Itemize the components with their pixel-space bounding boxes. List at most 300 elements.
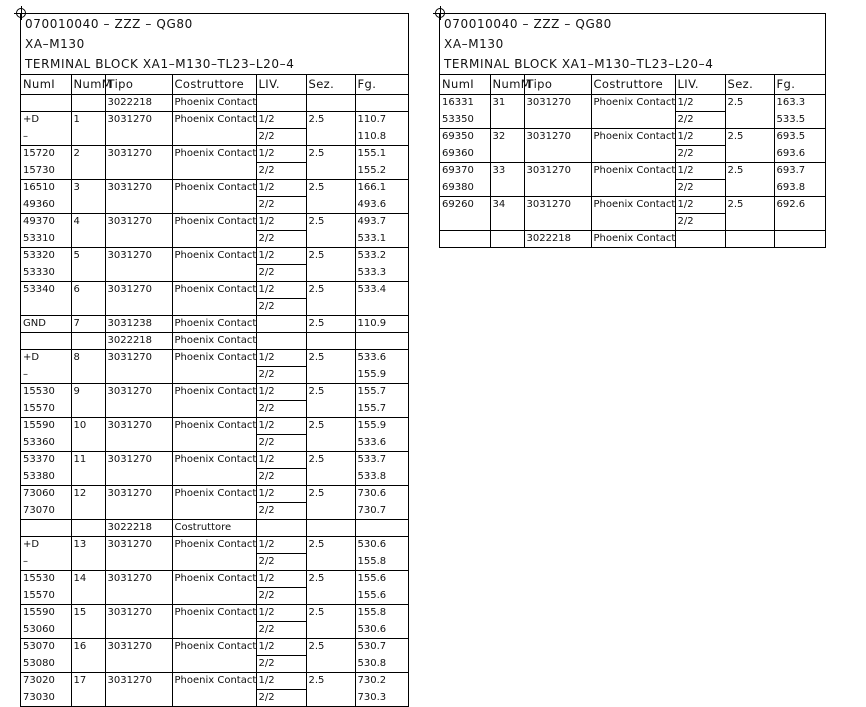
cell-costruttore: Phoenix Contact (172, 384, 256, 401)
cell-tipo: 3022218 (105, 333, 172, 350)
cell-tipo (105, 231, 172, 248)
cell-costruttore: Phoenix Contact (172, 248, 256, 265)
cell-tipo (105, 690, 172, 707)
cell-tipo (524, 146, 591, 163)
cell-sez (306, 690, 355, 707)
cell-numm (490, 180, 524, 197)
cell-numi: 15590 (21, 605, 71, 622)
cell-costruttore: Phoenix Contact (172, 639, 256, 656)
table-row-continuation (21, 656, 408, 673)
cell-tipo: 3031270 (105, 605, 172, 622)
cell-numi: 49370 (21, 214, 71, 231)
cell-liv (256, 95, 306, 112)
cell-costruttore (172, 401, 256, 418)
cell-numm (71, 469, 105, 486)
cell-sez (306, 163, 355, 180)
cell-liv: 2/2 (256, 503, 306, 520)
table-row (440, 163, 825, 180)
cell-fg: 533.3 (355, 265, 408, 282)
cell-fg: 155.7 (355, 401, 408, 418)
table-header-row (440, 75, 825, 95)
col-costruttore: Costruttore (172, 75, 256, 95)
cell-numi: +D (21, 537, 71, 554)
table-row (21, 146, 408, 163)
cell-numi: 69370 (440, 163, 490, 180)
cell-sez: 2.5 (306, 486, 355, 503)
cell-fg: 693.8 (774, 180, 825, 197)
cell-numm: 1 (71, 112, 105, 129)
cell-numm (71, 333, 105, 350)
cell-fg: 730.6 (355, 486, 408, 503)
cell-costruttore (172, 367, 256, 384)
cell-fg: 155.2 (355, 163, 408, 180)
cell-sez (306, 503, 355, 520)
cell-costruttore (172, 656, 256, 673)
cell-fg: 693.5 (774, 129, 825, 146)
cell-numi: GND (21, 316, 71, 333)
cell-tipo (105, 367, 172, 384)
table-row-continuation (21, 469, 408, 486)
cell-fg: 155.8 (355, 605, 408, 622)
cell-tipo: 3031270 (524, 95, 591, 112)
cell-sez: 2.5 (306, 282, 355, 299)
cell-liv: 1/2 (256, 452, 306, 469)
cell-numm (71, 163, 105, 180)
cell-tipo: 3031270 (105, 214, 172, 231)
table-row (21, 282, 408, 299)
cell-costruttore: Phoenix Contact (591, 197, 675, 214)
cell-costruttore (591, 146, 675, 163)
cell-liv: 1/2 (256, 282, 306, 299)
cell-liv: 1/2 (256, 605, 306, 622)
cell-costruttore: Phoenix Contact (591, 163, 675, 180)
cell-fg: 533.4 (355, 282, 408, 299)
cell-costruttore (172, 469, 256, 486)
terminal-block-title: TERMINAL BLOCK XA1–M130–TL23–L20–4 (444, 57, 714, 71)
cell-numm (71, 367, 105, 384)
table-row (21, 520, 408, 537)
cell-numi: 53070 (21, 639, 71, 656)
cell-numi: 16331 (440, 95, 490, 112)
col-numi: NumI (21, 75, 71, 95)
device-name: XA–M130 (444, 37, 504, 51)
cell-liv: 1/2 (256, 639, 306, 656)
cell-numi: 15530 (21, 571, 71, 588)
cell-costruttore: Phoenix Contact (172, 673, 256, 690)
cell-fg: 155.8 (355, 554, 408, 571)
cell-liv: 1/2 (256, 214, 306, 231)
cell-sez (306, 95, 355, 112)
cell-liv: 1/2 (256, 350, 306, 367)
cell-tipo (524, 214, 591, 231)
cell-liv: 2/2 (256, 231, 306, 248)
cell-fg: 110.9 (355, 316, 408, 333)
cell-sez (306, 299, 355, 316)
cell-liv: 1/2 (256, 418, 306, 435)
cell-numi: 53370 (21, 452, 71, 469)
cell-fg: 533.6 (355, 435, 408, 452)
cell-sez (306, 231, 355, 248)
table-row (21, 95, 408, 112)
col-sez: Sez. (725, 75, 774, 95)
cell-sez (306, 435, 355, 452)
cell-liv: 2/2 (256, 299, 306, 316)
cell-costruttore: Phoenix Contact (172, 537, 256, 554)
table-row-continuation (21, 435, 408, 452)
cell-tipo (105, 588, 172, 605)
cell-liv: 1/2 (675, 163, 725, 180)
cell-numm: 32 (490, 129, 524, 146)
table-row (440, 95, 825, 112)
table-row (21, 673, 408, 690)
cell-tipo (105, 197, 172, 214)
cell-liv (256, 316, 306, 333)
cell-costruttore (172, 163, 256, 180)
cell-numm: 4 (71, 214, 105, 231)
cell-costruttore (172, 622, 256, 639)
cell-numm: 15 (71, 605, 105, 622)
cell-numi: 69350 (440, 129, 490, 146)
cell-costruttore (172, 554, 256, 571)
cell-numi: 69260 (440, 197, 490, 214)
cell-fg: 163.3 (774, 95, 825, 112)
cell-tipo: 3031270 (105, 112, 172, 129)
cell-numm (71, 690, 105, 707)
cell-sez (306, 656, 355, 673)
col-numi: NumI (440, 75, 490, 95)
cell-liv: 2/2 (256, 554, 306, 571)
cell-costruttore: Phoenix Contact (172, 486, 256, 503)
cell-numm (490, 231, 524, 248)
cell-liv (256, 520, 306, 537)
cell-sez (725, 231, 774, 248)
cell-sez (306, 554, 355, 571)
cell-fg: 110.7 (355, 112, 408, 129)
cell-liv: 1/2 (256, 248, 306, 265)
cell-numi: 15570 (21, 588, 71, 605)
table-row (21, 486, 408, 503)
cell-numi (21, 333, 71, 350)
cell-sez: 2.5 (306, 316, 355, 333)
cell-sez (306, 622, 355, 639)
cell-fg: 166.1 (355, 180, 408, 197)
table-row-continuation (21, 367, 408, 384)
table-row-continuation (21, 231, 408, 248)
cell-tipo: 3022218 (524, 231, 591, 248)
cell-numm (71, 265, 105, 282)
cell-fg: 533.2 (355, 248, 408, 265)
cell-fg: 693.7 (774, 163, 825, 180)
cell-numi (21, 95, 71, 112)
cell-sez: 2.5 (306, 639, 355, 656)
col-tipo: Tipo (524, 75, 591, 95)
cell-numm: 2 (71, 146, 105, 163)
cell-numm: 17 (71, 673, 105, 690)
cell-numm: 3 (71, 180, 105, 197)
table-row-continuation (21, 129, 408, 146)
table-row-continuation (21, 265, 408, 282)
cell-tipo: 3031238 (105, 316, 172, 333)
cell-fg: 533.6 (355, 350, 408, 367)
cell-liv: 1/2 (675, 95, 725, 112)
table-header-row (21, 75, 408, 95)
table-row-continuation (21, 197, 408, 214)
cell-liv: 2/2 (256, 622, 306, 639)
cell-tipo (105, 622, 172, 639)
cell-sez (306, 129, 355, 146)
cell-costruttore: Phoenix Contact (591, 231, 675, 248)
cell-fg: 155.9 (355, 367, 408, 384)
cell-liv: 2/2 (256, 588, 306, 605)
cell-liv: 2/2 (256, 367, 306, 384)
cell-fg: 533.5 (774, 112, 825, 129)
table-row-continuation (21, 299, 408, 316)
col-liv: LIV. (256, 75, 306, 95)
cell-tipo: 3031270 (105, 180, 172, 197)
cell-costruttore: Phoenix Contact (172, 333, 256, 350)
cell-fg: 155.9 (355, 418, 408, 435)
cell-numi (21, 520, 71, 537)
cell-numm: 16 (71, 639, 105, 656)
table-row-continuation (440, 214, 825, 231)
cell-sez: 2.5 (306, 537, 355, 554)
cell-sez (306, 367, 355, 384)
cell-fg: 155.7 (355, 384, 408, 401)
cell-numm (490, 112, 524, 129)
cell-fg: 730.2 (355, 673, 408, 690)
cell-numi: 53340 (21, 282, 71, 299)
cell-liv: 2/2 (675, 214, 725, 231)
cell-tipo: 3031270 (105, 571, 172, 588)
table-row-continuation (21, 588, 408, 605)
cell-numm: 31 (490, 95, 524, 112)
terminal-block-title: TERMINAL BLOCK XA1–M130–TL23–L20–4 (25, 57, 295, 71)
cell-numi: 53350 (440, 112, 490, 129)
table-row (440, 231, 825, 248)
cell-sez (725, 112, 774, 129)
cell-numi (440, 231, 490, 248)
cell-costruttore: Phoenix Contact (172, 214, 256, 231)
cell-tipo (524, 180, 591, 197)
table-row-continuation (21, 163, 408, 180)
cell-sez: 2.5 (306, 571, 355, 588)
cell-tipo: 3031270 (105, 452, 172, 469)
cell-costruttore: Costruttore (172, 520, 256, 537)
cell-liv: 2/2 (675, 112, 725, 129)
cell-liv: 2/2 (256, 690, 306, 707)
cell-numi: 53060 (21, 622, 71, 639)
cell-fg: 693.6 (774, 146, 825, 163)
cell-numi: 73060 (21, 486, 71, 503)
cell-sez: 2.5 (306, 384, 355, 401)
cell-fg: 155.1 (355, 146, 408, 163)
cell-tipo (105, 401, 172, 418)
cell-liv: 2/2 (256, 401, 306, 418)
terminal-table-left (21, 74, 408, 707)
cell-numi: 73070 (21, 503, 71, 520)
cell-numi (21, 299, 71, 316)
doc-code: 070010040 – ZZZ – QG80 (21, 13, 408, 34)
cell-liv: 2/2 (256, 163, 306, 180)
col-liv: LIV. (675, 75, 725, 95)
cell-tipo (524, 112, 591, 129)
cell-costruttore (172, 588, 256, 605)
table-row (21, 537, 408, 554)
cell-liv: 1/2 (675, 197, 725, 214)
table-row (21, 180, 408, 197)
cell-sez: 2.5 (725, 163, 774, 180)
cell-numi: 69380 (440, 180, 490, 197)
cell-tipo: 3031270 (105, 537, 172, 554)
cell-costruttore: Phoenix Contact (172, 95, 256, 112)
col-numm: NumM (71, 75, 105, 95)
cell-numi: 15530 (21, 384, 71, 401)
cell-numm: 9 (71, 384, 105, 401)
cell-sez (306, 588, 355, 605)
cell-costruttore (172, 690, 256, 707)
cell-liv: 2/2 (256, 656, 306, 673)
cell-fg (355, 299, 408, 316)
cell-liv: 2/2 (256, 197, 306, 214)
cell-costruttore: Phoenix Contact (172, 180, 256, 197)
cell-numm (71, 129, 105, 146)
cell-numm: 6 (71, 282, 105, 299)
cell-sez: 2.5 (725, 129, 774, 146)
cell-sez (725, 214, 774, 231)
cell-numm: 14 (71, 571, 105, 588)
cell-liv: 1/2 (256, 180, 306, 197)
table-row (21, 248, 408, 265)
cell-costruttore: Phoenix Contact (172, 418, 256, 435)
cell-liv: 1/2 (256, 673, 306, 690)
cell-tipo: 3031270 (105, 418, 172, 435)
col-fg: Fg. (774, 75, 825, 95)
cell-liv: 1/2 (256, 571, 306, 588)
table-row (21, 605, 408, 622)
cell-costruttore (172, 265, 256, 282)
cell-costruttore: Phoenix Contact (172, 316, 256, 333)
cell-fg: 530.6 (355, 537, 408, 554)
cell-numi: +D (21, 350, 71, 367)
cell-numi: 73030 (21, 690, 71, 707)
cell-sez (306, 333, 355, 350)
origin-marker-icon (435, 8, 445, 18)
cell-costruttore: Phoenix Contact (172, 452, 256, 469)
table-row-continuation (21, 401, 408, 418)
cell-numi: 53310 (21, 231, 71, 248)
cell-tipo: 3031270 (105, 486, 172, 503)
cell-fg: 155.6 (355, 571, 408, 588)
cell-sez (306, 197, 355, 214)
cell-tipo (105, 299, 172, 316)
table-row (21, 112, 408, 129)
cell-liv: 1/2 (256, 146, 306, 163)
cell-numm: 5 (71, 248, 105, 265)
table-row (440, 197, 825, 214)
col-tipo: Tipo (105, 75, 172, 95)
cell-sez: 2.5 (306, 452, 355, 469)
cell-liv (675, 231, 725, 248)
cell-costruttore (172, 435, 256, 452)
col-fg: Fg. (355, 75, 408, 95)
device-name: XA–M130 (25, 37, 85, 51)
table-row (21, 571, 408, 588)
cell-costruttore (172, 197, 256, 214)
cell-costruttore (172, 129, 256, 146)
cell-numi: 53080 (21, 656, 71, 673)
cell-numm (71, 656, 105, 673)
cell-costruttore: Phoenix Contact (172, 282, 256, 299)
cell-tipo: 3031270 (105, 248, 172, 265)
cell-sez: 2.5 (306, 605, 355, 622)
cell-liv: 1/2 (256, 112, 306, 129)
cell-numm: 7 (71, 316, 105, 333)
cell-numi: 53330 (21, 265, 71, 282)
cell-numi: 15590 (21, 418, 71, 435)
cell-numi (440, 214, 490, 231)
cell-sez: 2.5 (306, 350, 355, 367)
cell-numi: 15720 (21, 146, 71, 163)
cell-liv: 2/2 (675, 146, 725, 163)
cell-tipo: 3022218 (105, 520, 172, 537)
cell-numi: 15570 (21, 401, 71, 418)
table-row-continuation (21, 622, 408, 639)
cell-numm: 13 (71, 537, 105, 554)
cell-numm: 8 (71, 350, 105, 367)
cell-numi: 73020 (21, 673, 71, 690)
cell-tipo: 3031270 (105, 673, 172, 690)
cell-fg (355, 520, 408, 537)
cell-liv: 2/2 (256, 265, 306, 282)
cell-tipo (105, 554, 172, 571)
cell-fg (774, 231, 825, 248)
cell-sez: 2.5 (306, 180, 355, 197)
cell-tipo (105, 656, 172, 673)
cell-costruttore: Phoenix Contact (591, 129, 675, 146)
cell-tipo (105, 265, 172, 282)
cell-liv: 1/2 (256, 537, 306, 554)
cell-numm: 12 (71, 486, 105, 503)
cell-sez (306, 520, 355, 537)
cell-numi: 15730 (21, 163, 71, 180)
cell-fg: 730.3 (355, 690, 408, 707)
cell-fg (774, 214, 825, 231)
cell-numi: 49360 (21, 197, 71, 214)
cell-tipo (105, 129, 172, 146)
table-row (21, 418, 408, 435)
cell-numm (71, 95, 105, 112)
cell-sez: 2.5 (306, 673, 355, 690)
cell-fg: 530.8 (355, 656, 408, 673)
cell-tipo (105, 163, 172, 180)
col-numm: NumM (490, 75, 524, 95)
cell-tipo: 3031270 (105, 350, 172, 367)
cell-sez (725, 146, 774, 163)
cell-numm: 10 (71, 418, 105, 435)
cell-numi: 16510 (21, 180, 71, 197)
col-sez: Sez. (306, 75, 355, 95)
cell-numi: +D (21, 112, 71, 129)
cell-costruttore: Phoenix Contact (591, 95, 675, 112)
table-row (21, 452, 408, 469)
cell-fg (355, 333, 408, 350)
cell-fg: 533.7 (355, 452, 408, 469)
table-body-right (440, 95, 825, 248)
cell-numm (71, 231, 105, 248)
cell-liv (256, 333, 306, 350)
cell-numm (71, 520, 105, 537)
cell-tipo: 3031270 (524, 129, 591, 146)
